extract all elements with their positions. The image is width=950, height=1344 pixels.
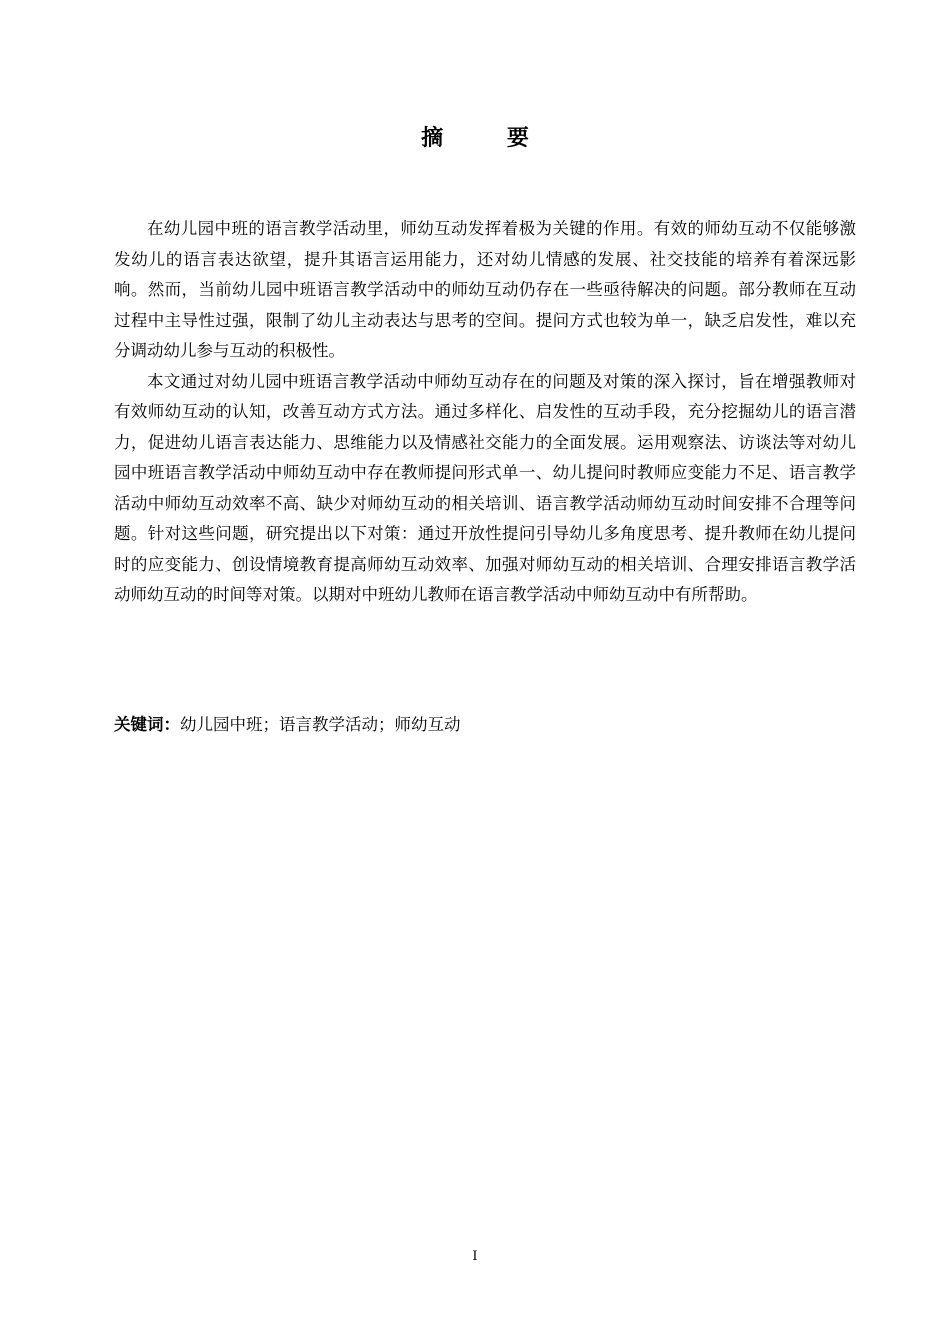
keywords-label: 关键词： bbox=[114, 715, 180, 734]
keywords-line bbox=[114, 710, 856, 740]
abstract-paragraph-2: 本文通过对幼儿园中班语言教学活动中师幼互动存在的问题及对策的深入探讨，旨在增强教师对有效师幼互动的认知，改善互动方式方法。通过多样化、启发性的互动手段，充分挖掘幼儿的语言潜力，促进幼儿语言表达能力、思维能力以及情感社交能力的全面发展。运用观察法、访谈法等对幼儿园中班语言教学活动中师幼互动中存在教师提问形式单一、幼儿提问时教师应变能力不足、语言教学活动中师幼互动效率不高、缺少对师幼互动的相关培训、语言教学活动师幼互动时间安排不合理等问题。针对这些问题，研究提出以下对策：通过开放性提问引导幼儿多角度思考、提升教师在幼儿提问时的应变能力、创设情境教育提高师幼互动效率、加强对师幼互动的相关培训、合理安排语言教学活动师幼互动的时间等对策。以期对中班幼儿教师在语言教学活动中师幼互动中有所帮助。 bbox=[114, 371, 856, 604]
abstract-paragraph-1: 在幼儿园中班的语言教学活动里，师幼互动发挥着极为关键的作用。有效的师幼互动不仅能够激发幼儿的语言表达欲望，提升其语言运用能力，还对幼儿情感的发展、社交技能的培养有着深远影响。然而，当前幼儿园中班语言教学活动中的师幼互动仍存在一些亟待解决的问题。部分教师在互动过程中主导性过强，限制了幼儿主动表达与思考的空间。提问方式也较为单一，缺乏启发性，难以充分调动幼儿参与互动的积极性。 bbox=[114, 219, 856, 360]
page-title: 摘 要 bbox=[421, 125, 557, 151]
page-number: I bbox=[472, 1249, 478, 1264]
abstract-body bbox=[114, 214, 856, 611]
keywords-value: 幼儿园中班；语言教学活动；师幼互动 bbox=[180, 715, 461, 734]
